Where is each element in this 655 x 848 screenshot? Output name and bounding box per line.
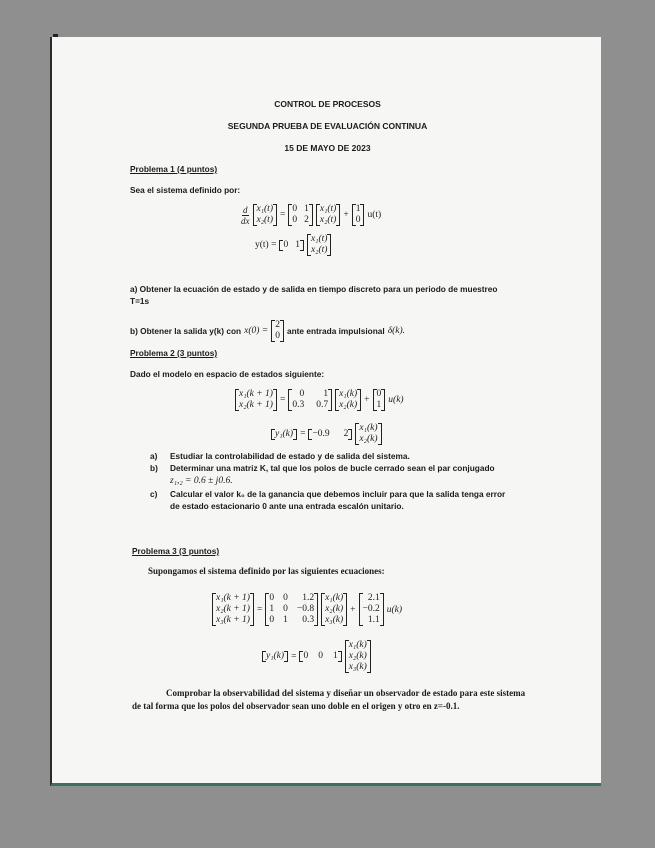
p3-output-equation: y₁(k) = 0 0 1 x₁(k) x₂(k) x₃(k) xyxy=(262,640,371,673)
p3-state-vector: x₁(k) x₂(k) x₃(k) xyxy=(321,593,347,626)
p3-output-vector: y₁(k) xyxy=(262,651,288,662)
p2-item-c-cont: de estado estacionario 0 ante una entrada escalón unitario. xyxy=(170,501,404,511)
exam-title: SEGUNDA PRUEBA DE EVALUACIÓN CONTINUA xyxy=(227,121,428,131)
p2-matrix-c: −0.9 2 xyxy=(308,429,352,440)
problem-3-intro: Supongamos el sistema definido por las siguientes ecuaciones: xyxy=(148,566,385,576)
p1-output-equation: y(t) = 0 1 x₁(t) x₂(t) xyxy=(255,234,331,256)
p1-state-vector-2: x₁(t) x₂(t) xyxy=(316,204,341,226)
p1-question-b: b) Obtener la salida y(k) con x(0) = 2 0 ante entrada impulsional δ(k). xyxy=(130,320,406,341)
course-title: CONTROL DE PROCESOS xyxy=(274,99,381,109)
p2-item-b-poles: z₁,₂ = 0.6 ± j0.6. xyxy=(170,476,233,486)
p2-state-equation: x₁(k + 1) x₂(k + 1) = 0 1 0.3 0.7 x₁(k) x₂(k) + 0 1 u(k) xyxy=(235,389,404,411)
p1-state-equation: $\frac{d}{dx}$ x₁(t) x₂(t) = 0 1 0 2 x₁(t) x₂(t) + 1 0 u(t) xyxy=(241,204,382,226)
p1-matrix-a: 0 1 0 2 xyxy=(288,204,313,226)
p1-state-vector: x₁(t) x₂(t) xyxy=(253,204,278,226)
problem-1-title: Problema 1 (4 puntos) xyxy=(130,164,218,174)
p1-matrix-c: 0 1 xyxy=(279,240,304,251)
problem-2-title: Problema 2 (3 puntos) xyxy=(130,348,218,358)
problem-3-question: Comprobar la observabilidad del sistema y diseñar un observador de estado para este sistema de tal forma que los polos del observador sean uno doble en el origen y otro en z=-0.1. xyxy=(132,688,526,711)
exam-date: 15 DE MAYO DE 2023 xyxy=(284,143,371,153)
p2-item-c: c) Calcular el valor k₀ de la ganancia que debemos incluir para que la salida tenga error xyxy=(150,489,506,499)
p2-matrix-b: 0 1 xyxy=(373,389,386,411)
p2-next-state-vector: x₁(k + 1) x₂(k + 1) xyxy=(235,389,277,411)
exam-page xyxy=(50,37,601,786)
p1-output-state-vector: x₁(t) x₂(t) xyxy=(307,234,332,256)
p2-state-vector: x₁(k) x₂(k) xyxy=(335,389,361,411)
p2-input: u(k) xyxy=(388,395,404,405)
p2-output-equation: y₁(k) = −0.9 2 x₁(k) x₂(k) xyxy=(271,423,382,445)
p2-output-state-vector: x₁(k) x₂(k) xyxy=(355,423,381,445)
p3-matrix-a: 0 0 1.2 1 0 −0.8 0 1 0.3 xyxy=(265,593,318,626)
p1-initial-state: 2 0 xyxy=(271,320,284,342)
p1-matrix-b: 1 0 xyxy=(352,204,365,226)
p3-state-equation: x₁(k + 1) x₂(k + 1) x₃(k + 1) = 0 0 1.2 1 0 −0.8 0 1 0.3 x₁(k) x₂(k) x₃(k) + 2.1 −0.2 1.1 u(k) xyxy=(212,593,402,626)
problem-2-intro: Dado el modelo en espacio de estados siguiente: xyxy=(130,369,325,379)
p2-matrix-a: 0 1 0.3 0.7 xyxy=(288,389,332,411)
p2-output-vector: y₁(k) xyxy=(271,429,297,440)
p3-input: u(k) xyxy=(386,604,403,615)
p2-item-a: a) Estudiar la controlabilidad de estado y de salida del sistema. xyxy=(150,451,410,461)
p2-item-b: b) Determinar una matriz K, tal que los polos de bucle cerrado sean el par conjugado xyxy=(150,463,495,473)
p3-output-state-vector: x₁(k) x₂(k) x₃(k) xyxy=(345,640,371,673)
problem-1-intro: Sea el sistema definido por: xyxy=(130,185,241,195)
problem-3-title: Problema 3 (3 puntos) xyxy=(132,546,220,556)
derivative-operator: $\frac{d}{dx}$ xyxy=(241,204,250,226)
p1-question-a: a) Obtener la ecuación de estado y de salida en tiempo discreto para un periodo de muestreo T=1s xyxy=(130,284,498,306)
p1-input: u(t) xyxy=(367,210,382,220)
p3-matrix-b: 2.1 −0.2 1.1 xyxy=(359,593,384,626)
p3-matrix-c: 0 0 1 xyxy=(299,651,341,662)
p3-next-state-vector: x₁(k + 1) x₂(k + 1) x₃(k + 1) xyxy=(212,593,254,626)
